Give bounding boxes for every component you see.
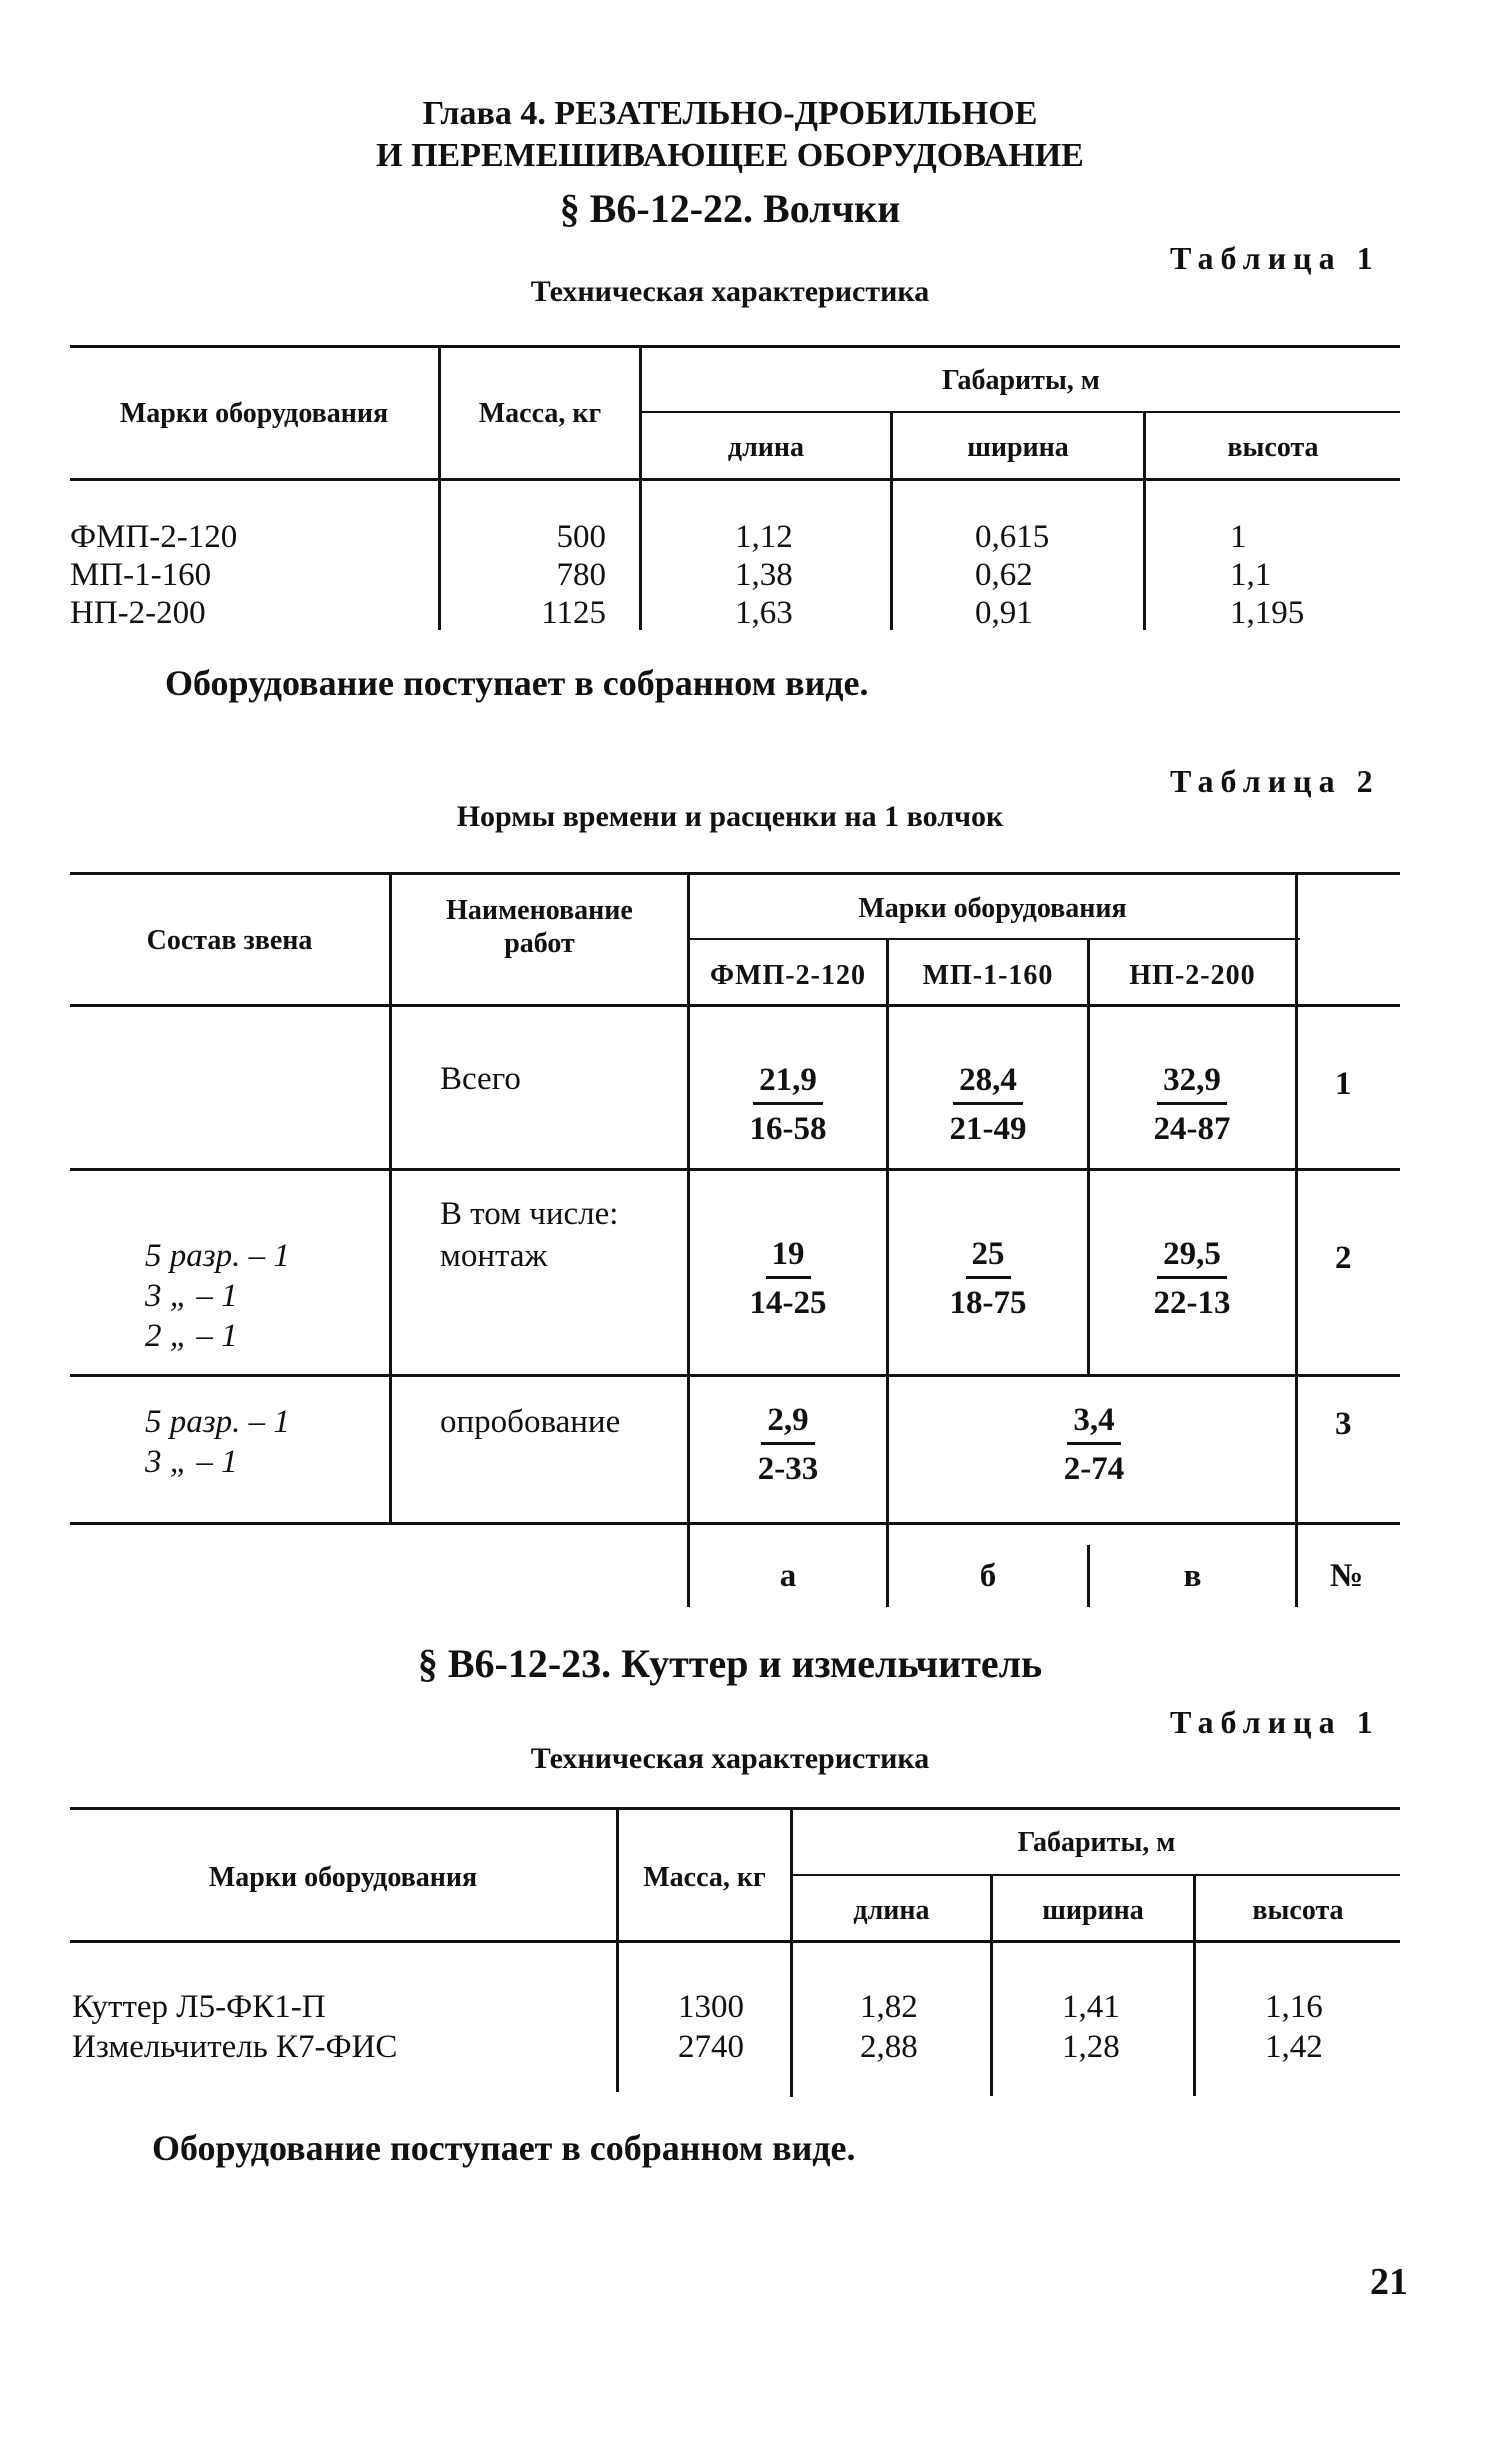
section-title: § В6-12-23. Куттер и измельчитель [417,1641,1043,1686]
table-label: Таблица 1 [1170,240,1380,276]
table-label: Таблица 2 [1170,763,1380,799]
chapter-title-line1: Глава 4. РЕЗАТЕЛЬНО-ДРОБИЛЬНОЕ [422,95,1038,132]
delivery-note: Оборудование поступает в собранном виде. [165,663,869,703]
table-caption: Техническая характеристика [530,275,930,308]
header-work-line1: Наименование [446,895,633,926]
header-width: ширина [967,432,1069,463]
header-brand-1: ФМП-2-120 [710,960,866,991]
header-length: длина [727,432,805,463]
header-height: высота [1227,432,1319,463]
table-caption: Нормы времени и расценки на 1 волчок [456,800,1004,833]
header-dimensions: Габариты, м [942,365,1100,396]
header-mass: Масса, кг [478,398,602,429]
header-brand: Марки оборудования [208,1862,478,1893]
header-team: Состав звена [146,925,313,956]
header-brands: Марки оборудования [858,893,1127,924]
header-brand-3: НП-2-200 [1129,960,1256,991]
header-dimensions: Габариты, м [1017,1827,1176,1858]
header-brand: Марки оборудования [119,398,389,429]
header-height: высота [1252,1895,1344,1926]
header-mass: Масса, кг [643,1862,766,1893]
table-label: Таблица 1 [1170,1704,1380,1740]
header-length: длина [853,1895,930,1926]
header-work-line2: работ [504,928,575,959]
header-width: ширина [1042,1895,1144,1926]
section-title: § В6-12-22. Волчки [559,186,901,231]
table-caption: Техническая характеристика [530,1742,930,1775]
delivery-note: Оборудование поступает в собранном виде. [152,2128,856,2168]
header-brand-2: МП-1-160 [922,960,1054,991]
chapter-title-line2: И ПЕРЕМЕШИВАЮЩЕЕ ОБОРУДОВАНИЕ [376,137,1084,174]
page-number: 21 [1370,2261,1408,2303]
